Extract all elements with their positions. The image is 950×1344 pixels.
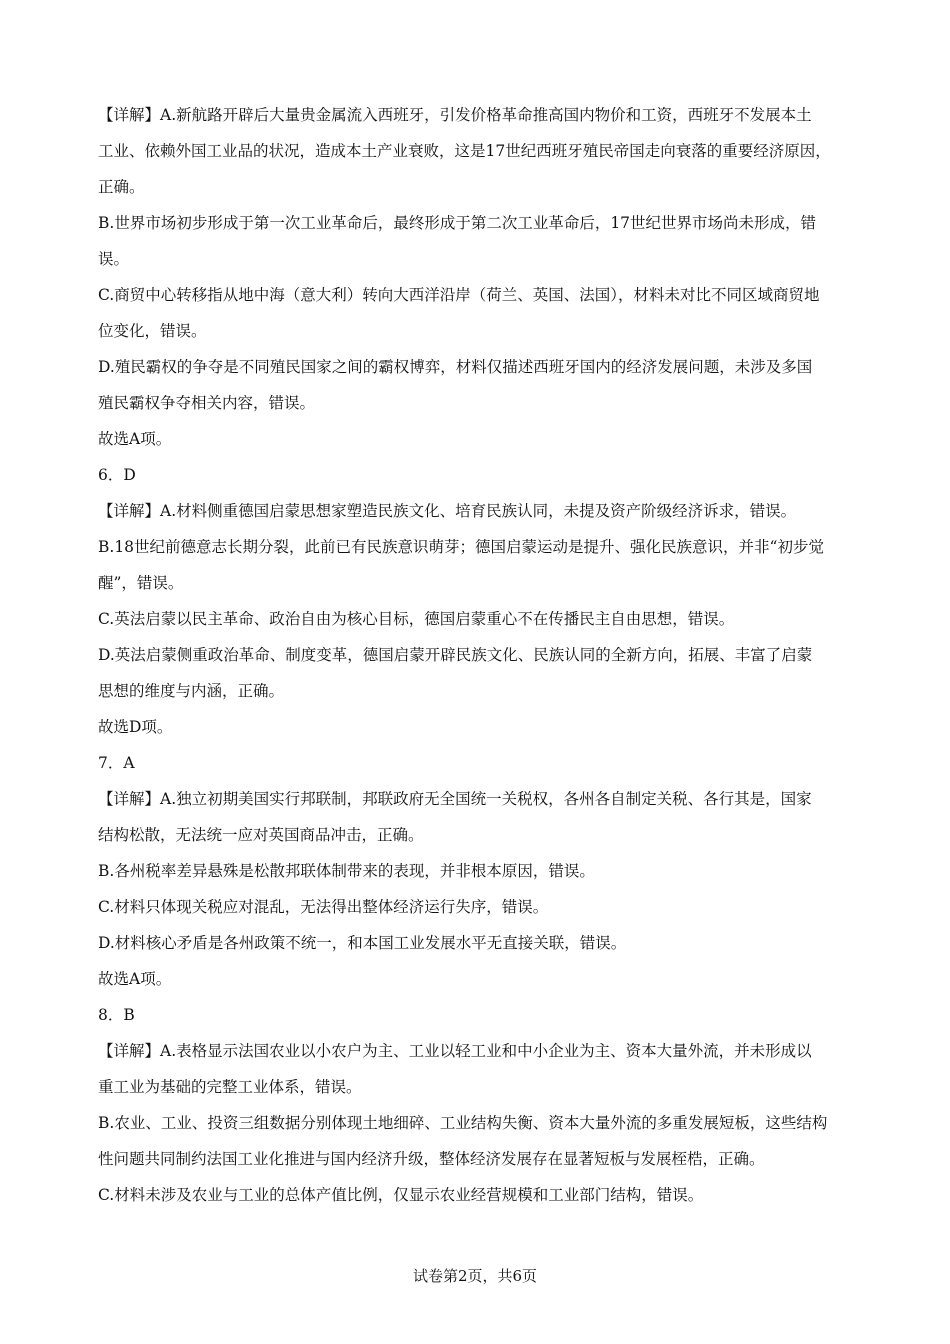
text-line: 【详解】A.材料侧重德国启蒙思想家塑造民族文化、培育民族认同，未提及资产阶级经济诉求，错误。 <box>98 502 797 520</box>
text-line: D.殖民霸权的争夺是不同殖民国家之间的霸权博弈，材料仅描述西班牙国内的经济发展问题，未涉及多国 <box>98 358 813 376</box>
question-number: 6．D <box>98 466 136 484</box>
text-line: B.世界市场初步形成于第一次工业革命后，最终形成于第二次工业革命后，17世纪世界市场尚未形成，错 <box>98 214 817 232</box>
text-line: C.商贸中心转移指从地中海（意大利）转向大西洋沿岸（荷兰、英国、法国），材料未对比不同区域商贸地 <box>98 286 820 304</box>
text-line: 【详解】A.新航路开辟后大量贵金属流入西班牙，引发价格革命推高国内物价和工资，西班牙不发展本土 <box>98 106 812 124</box>
text-line: 故选A项。 <box>98 970 172 988</box>
text-line: 故选D项。 <box>98 718 173 736</box>
text-line: 误。 <box>98 250 130 268</box>
text-line: 殖民霸权争夺相关内容，错误。 <box>98 394 316 412</box>
text-line: B.各州税率差异悬殊是松散邦联体制带来的表现，并非根本原因，错误。 <box>98 862 595 880</box>
text-line: 结构松散，无法统一应对英国商品冲击，正确。 <box>98 826 424 844</box>
text-line: 【详解】A.独立初期美国实行邦联制，邦联政府无全国统一关税权，各州各自制定关税、各行其是，国家 <box>98 790 812 808</box>
text-line: 醒”，错误。 <box>98 574 184 592</box>
text-line: C.英法启蒙以民主革命、政治自由为核心目标，德国启蒙重心不在传播民主自由思想，错误。 <box>98 610 735 628</box>
text-line: D.材料核心矛盾是各州政策不统一，和本国工业发展水平无直接关联，错误。 <box>98 934 627 952</box>
text-line: D.英法启蒙侧重政治革命、制度变革，德国启蒙开辟民族文化、民族认同的全新方向，拓展、丰富了启蒙 <box>98 646 813 664</box>
text-line: B.农业、工业、投资三组数据分别体现土地细碎、工业结构失衡、资本大量外流的多重发展短板，这些结构 <box>98 1114 828 1132</box>
text-line: B.18世纪前德意志长期分裂，此前已有民族意识萌芽；德国启蒙运动是提升、强化民族意识，并非“初步觉 <box>98 538 824 556</box>
answer-explanations <box>98 97 868 1213</box>
question-number: 8．B <box>98 1006 135 1024</box>
text-line: 位变化，错误。 <box>98 322 207 340</box>
page-footer: 试卷第2页，共6页 <box>412 1267 538 1285</box>
text-line: 【详解】A.表格显示法国农业以小农户为主、工业以轻工业和中小企业为主、资本大量外流，并未形成以 <box>98 1042 812 1060</box>
text-line: 工业、依赖外国工业品的状况，造成本土产业衰败，这是17世纪西班牙殖民帝国走向衰落的重要经济原因， <box>98 142 831 160</box>
text-line: 性问题共同制约法国工业化推进与国内经济升级，整体经济发展存在显著短板与发展桎梏，正确。 <box>98 1150 765 1168</box>
text-line: 故选A项。 <box>98 430 172 448</box>
text-line: 正确。 <box>98 178 145 196</box>
question-number: 7．A <box>98 754 135 772</box>
text-line: 思想的维度与内涵，正确。 <box>98 682 285 700</box>
text-line: 重工业为基础的完整工业体系，错误。 <box>98 1078 362 1096</box>
text-line: C.材料只体现关税应对混乱，无法得出整体经济运行失序，错误。 <box>98 898 549 916</box>
text-line: C.材料未涉及农业与工业的总体产值比例，仅显示农业经营规模和工业部门结构，错误。 <box>98 1186 704 1204</box>
